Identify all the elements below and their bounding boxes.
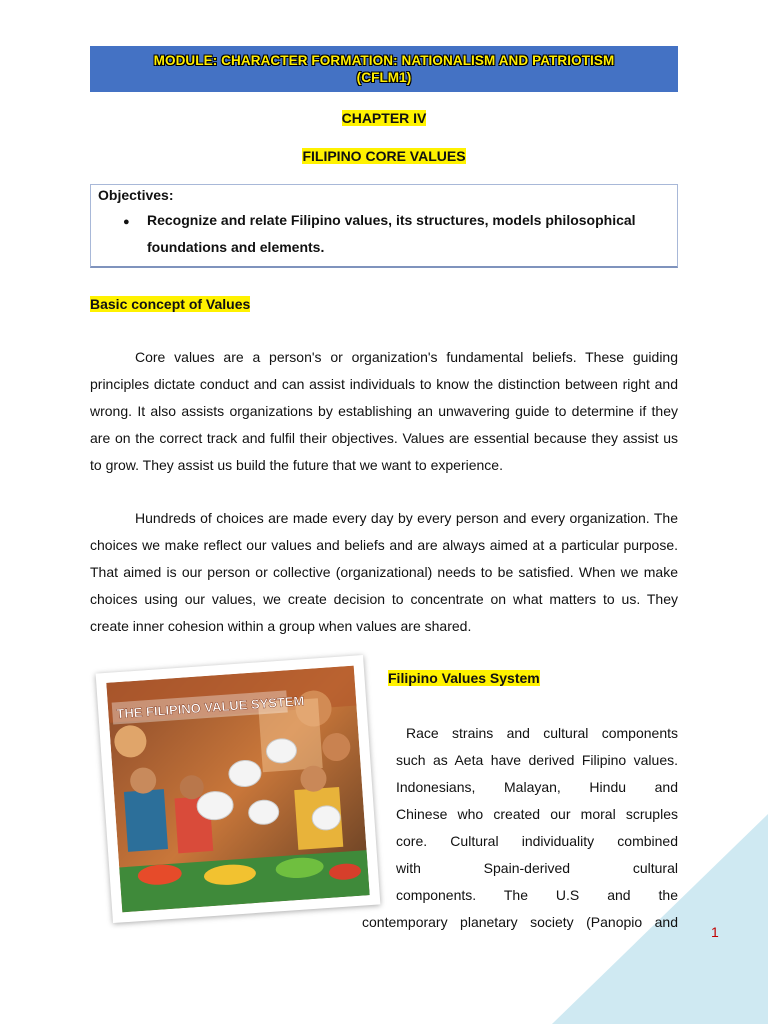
values-line-8: contemporary planetary society (Panopio and — [362, 914, 678, 930]
banner-code: (CFLM1) — [356, 70, 412, 85]
filipino-value-system-photo — [96, 655, 381, 923]
objectives-title: Objectives: — [98, 187, 174, 203]
module-banner — [90, 46, 678, 92]
objectives-box — [90, 184, 678, 268]
chapter-title: FILIPINO CORE VALUES — [302, 148, 466, 164]
values-system-label: Filipino Values System — [388, 670, 540, 686]
values-line-4: Chinese who created our moral scruples — [396, 806, 678, 822]
values-line-6: with Spain-derived cultural — [396, 860, 678, 876]
basic-concept-label: Basic concept of Values — [90, 296, 251, 312]
values-line-2: such as Aeta have derived Filipino values. — [396, 752, 678, 768]
chapter-label: CHAPTER IV — [341, 110, 427, 126]
banner-title: MODULE: CHARACTER FORMATION: NATIONALISM AND PATRIOTISM — [153, 53, 615, 68]
bullet-icon: ● — [123, 216, 130, 228]
objective-item: Recognize and relate Filipino values, its structures, models philosophical foundations and elements. — [147, 212, 636, 255]
basic-concept-paragraph-2: Hundreds of choices are made every day by every person and every organization. The choices we make reflect our values and beliefs and are always aimed at a particular purpose. That aimed is our person or collective (organizational) needs to be satisfied. When we make choices using our values, we create decision to concentrate on what matters to us. They create inner cohesion within a group when values are shared. — [90, 510, 678, 634]
values-line-1: Race strains and cultural components — [406, 725, 678, 741]
chapter-heading — [0, 110, 768, 126]
photo-illustration — [106, 666, 369, 913]
photo-title: THE FILIPINO VALUE SYSTEM — [115, 693, 305, 722]
values-line-5: core. Cultural individuality combined — [396, 833, 678, 849]
values-line-3: Indonesians, Malayan, Hindu and — [396, 779, 678, 795]
basic-concept-paragraph-1: Core values are a person's or organization's fundamental beliefs. These guiding principles dictate conduct and can assist individuals to know the distinction between right and wrong. It also assists organizations by establishing an unwavering guide to determine if they are on the correct track and fulfil their objectives. Values are essential because they assist us to grow. They assist us build the future that we want to experience. — [90, 349, 678, 473]
page-number: 1 — [711, 924, 719, 940]
basic-concept-heading — [90, 296, 250, 312]
values-system-heading — [388, 670, 540, 686]
values-line-7: components. The U.S and the — [396, 887, 678, 903]
values-system-text — [396, 720, 678, 909]
chapter-title-heading — [0, 148, 768, 164]
